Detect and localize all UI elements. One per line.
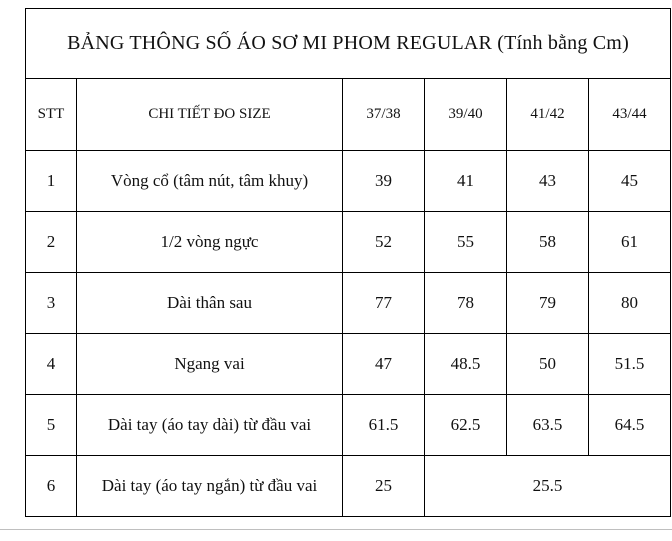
table-row — [26, 456, 671, 517]
cell-value: 80 — [589, 273, 671, 334]
table-row — [26, 151, 671, 212]
row-detail: Dài tay (áo tay dài) từ đầu vai — [77, 395, 343, 456]
cell-value: 39 — [343, 151, 425, 212]
cell-value: 25 — [343, 456, 425, 517]
cell-value: 61.5 — [343, 395, 425, 456]
row-detail: 1/2 vòng ngực — [77, 212, 343, 273]
cell-value: 62.5 — [425, 395, 507, 456]
cell-value: 61 — [589, 212, 671, 273]
cell-value-merged: 25.5 — [425, 456, 671, 517]
header-size-37-38: 37/38 — [343, 79, 425, 151]
cell-value: 52 — [343, 212, 425, 273]
table-row — [26, 334, 671, 395]
cell-value: 47 — [343, 334, 425, 395]
header-detail: CHI TIẾT ĐO SIZE — [77, 79, 343, 151]
cell-value: 51.5 — [589, 334, 671, 395]
cell-value: 77 — [343, 273, 425, 334]
table-title: BẢNG THÔNG SỐ ÁO SƠ MI PHOM REGULAR (Tính bằng Cm) — [26, 9, 671, 79]
row-number: 3 — [26, 273, 77, 334]
table-row — [26, 273, 671, 334]
table-row — [26, 395, 671, 456]
page-edge-divider — [0, 529, 672, 530]
table-row — [26, 212, 671, 273]
cell-value: 48.5 — [425, 334, 507, 395]
row-detail: Dài thân sau — [77, 273, 343, 334]
cell-value: 55 — [425, 212, 507, 273]
cell-value: 64.5 — [589, 395, 671, 456]
cell-value: 41 — [425, 151, 507, 212]
row-detail: Dài tay (áo tay ngắn) từ đầu vai — [77, 456, 343, 517]
cell-value: 58 — [507, 212, 589, 273]
cell-value: 45 — [589, 151, 671, 212]
header-size-43-44: 43/44 — [589, 79, 671, 151]
row-number: 4 — [26, 334, 77, 395]
size-chart-frame — [25, 8, 670, 528]
row-number: 5 — [26, 395, 77, 456]
header-stt: STT — [26, 79, 77, 151]
cell-value: 50 — [507, 334, 589, 395]
row-number: 2 — [26, 212, 77, 273]
header-size-41-42: 41/42 — [507, 79, 589, 151]
title-row — [26, 9, 671, 79]
row-detail: Vòng cổ (tâm nút, tâm khuy) — [77, 151, 343, 212]
cell-value: 78 — [425, 273, 507, 334]
row-number: 6 — [26, 456, 77, 517]
row-detail: Ngang vai — [77, 334, 343, 395]
row-number: 1 — [26, 151, 77, 212]
cell-value: 79 — [507, 273, 589, 334]
header-row — [26, 79, 671, 151]
header-size-39-40: 39/40 — [425, 79, 507, 151]
cell-value: 63.5 — [507, 395, 589, 456]
size-chart-table — [25, 8, 671, 517]
cell-value: 43 — [507, 151, 589, 212]
